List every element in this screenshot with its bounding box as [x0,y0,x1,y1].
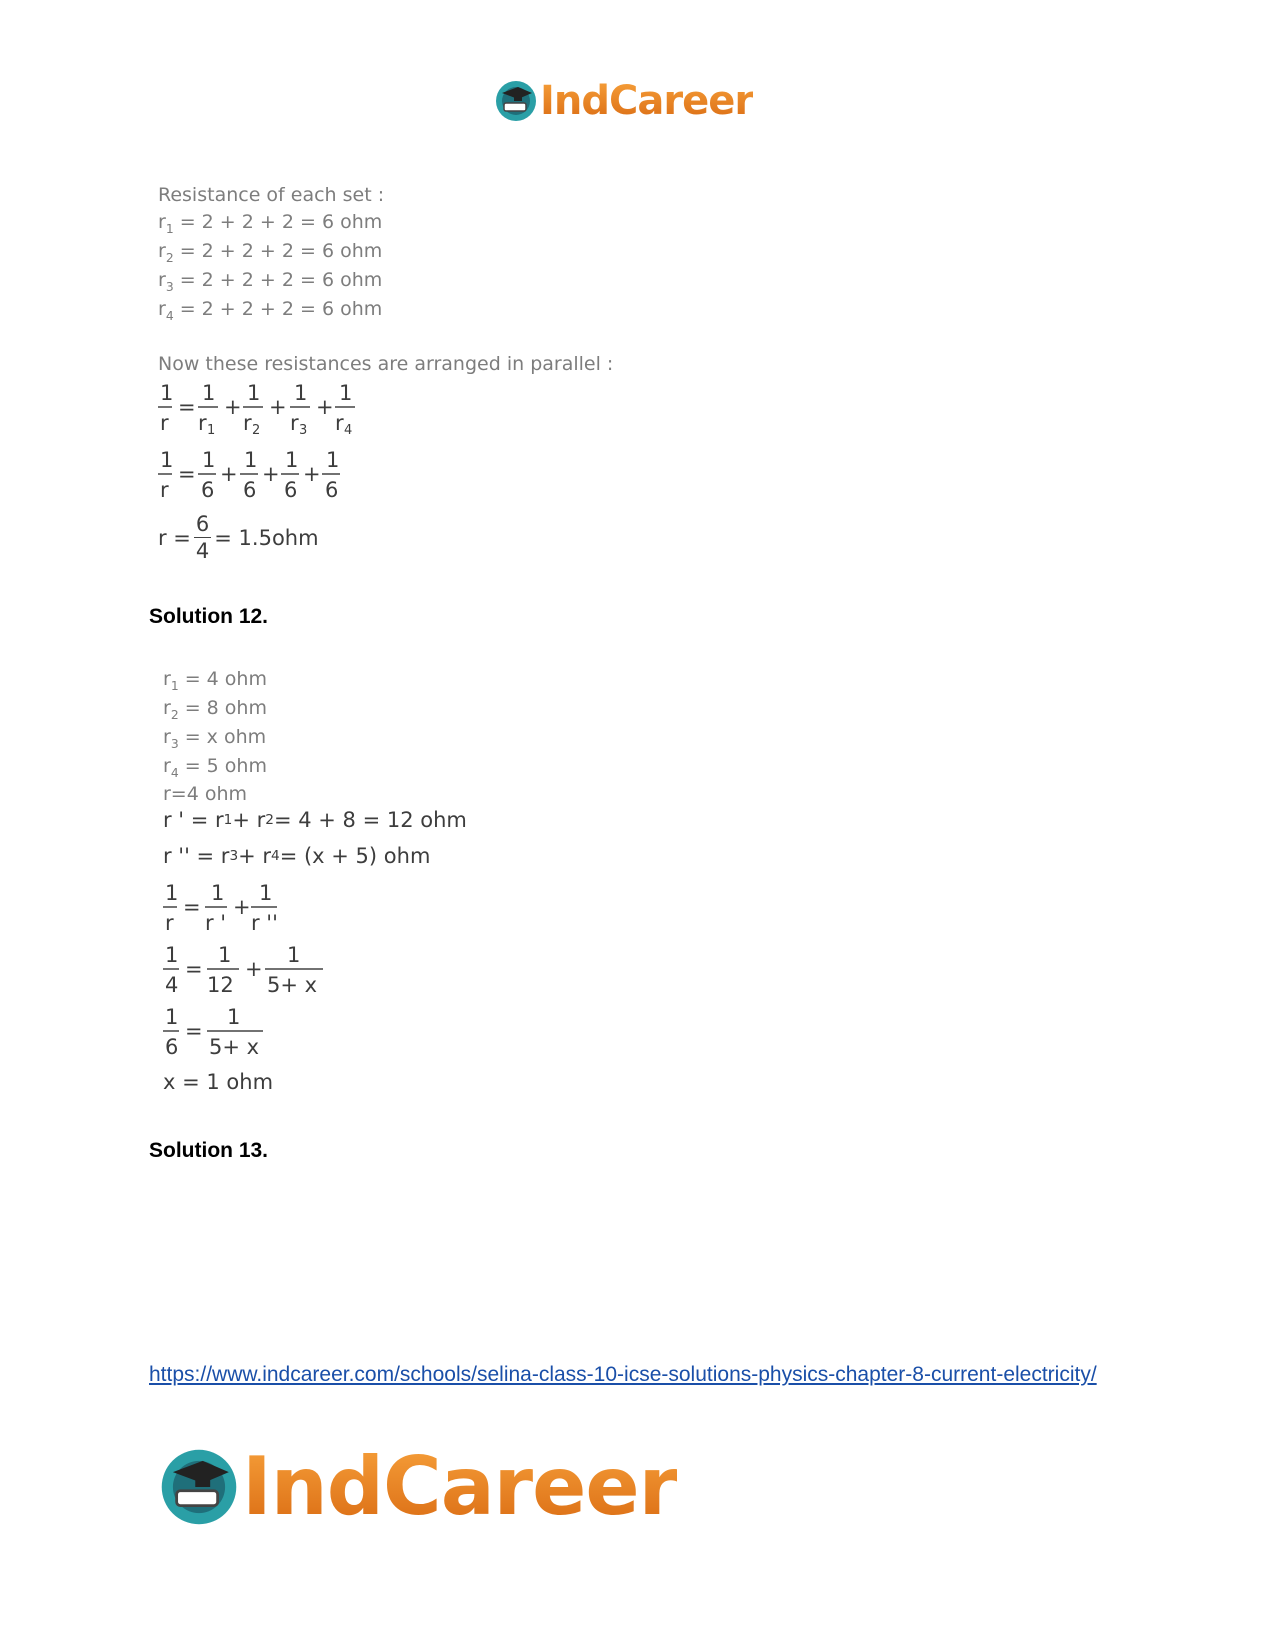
source-url-link[interactable]: https://www.indcareer.com/schools/selina-class-10-icse-solutions-physics-chapter-8-current-electricity/ [149,1363,1097,1386]
parallel-formula-equation [158,380,378,438]
svg-text:r: r [335,411,344,435]
svg-text:5+ x: 5+ x [209,1035,260,1059]
svg-text:1: 1 [244,448,258,472]
footer-logo [158,1440,677,1533]
svg-text:=: = [185,1019,203,1043]
set-line-2: $r_2 = 2 + 2 + 2 = 6$ ohm [158,240,383,265]
svg-text:1: 1 [207,423,216,438]
s12-line-4: $r_4 = 5$ ohm [163,755,267,780]
svg-text:r '': r '' [251,911,278,935]
svg-text:+: + [316,395,334,419]
s12-values-equation [163,942,333,1000]
svg-text:+: + [245,957,263,981]
header-logo [494,78,753,124]
parallel-values-equation [158,447,358,505]
svg-text:1: 1 [339,381,353,405]
svg-text:+: + [220,462,238,486]
svg-text:r: r [160,411,169,435]
resistance-result: r = $\frac{6}{4}$ = 1.5ohm [158,512,319,563]
svg-text:1: 1 [165,1005,179,1029]
resistance-intro: Resistance of each set : [158,184,385,206]
svg-text:5+ x: 5+ x [267,973,318,997]
svg-text:1: 1 [287,943,301,967]
svg-text:1: 1 [227,1005,241,1029]
svg-text:2: 2 [252,423,261,438]
s12-simplified-equation [163,1004,273,1062]
set-line-3: $r_3 = 2 + 2 + 2 = 6$ ohm [158,269,383,294]
svg-text:+: + [303,462,321,486]
s12-r-line: r=4 ohm [163,783,248,805]
svg-text:6: 6 [165,1035,179,1059]
svg-text:1: 1 [165,881,179,905]
svg-text:=: = [178,462,196,486]
s12-answer: x = 1 ohm [163,1070,274,1094]
svg-text:r: r [198,411,207,435]
set-line-1: $r_1 = 2 + 2 + 2 = 6$ ohm [158,211,383,236]
svg-text:r: r [165,911,174,935]
r-double-prime-line: r '' = r 3 + r 4 = (x + 5) ohm [163,844,431,868]
svg-text:=: = [178,395,196,419]
s12-line-2: $r_2 = 8$ ohm [163,697,267,722]
set-line-4: $r_4 = 2 + 2 + 2 = 6$ ohm [158,298,383,323]
svg-text:r ': r ' [205,911,227,935]
svg-text:r: r [160,478,169,502]
svg-text:=: = [183,895,201,919]
svg-text:1: 1 [165,943,179,967]
svg-text:=: = [185,957,203,981]
svg-text:1: 1 [259,881,273,905]
graduation-cap-book-icon [158,1446,240,1528]
svg-text:1: 1 [202,381,216,405]
svg-text:+: + [269,395,287,419]
parallel-text: Now these resistances are arranged in parallel : [158,353,614,375]
svg-text:6: 6 [284,478,298,502]
svg-text:1: 1 [247,381,261,405]
svg-text:+: + [224,395,242,419]
solution-12-heading: Solution 12. [149,605,269,628]
solution-13-heading: Solution 13. [149,1139,269,1162]
s12-line-1: $r_1 = 4$ ohm [163,668,267,693]
svg-text:r: r [243,411,252,435]
svg-text:6: 6 [325,478,339,502]
r-prime-line: r ' = r 1 + r 2 = 4 + 8 = 12 ohm [163,808,467,832]
svg-text:r: r [290,411,299,435]
header-logo-text: IndCareer [540,78,754,124]
svg-text:6: 6 [243,478,257,502]
svg-text:1: 1 [211,881,225,905]
footer-logo-text: IndCareer [242,1440,678,1533]
svg-text:6: 6 [201,478,215,502]
svg-text:1: 1 [326,448,340,472]
svg-text:1: 1 [285,448,299,472]
svg-text:1: 1 [294,381,308,405]
s12-parallel-equation [163,880,293,938]
svg-text:+: + [262,462,280,486]
s12-line-3: $r_3 = x$ ohm [163,726,267,751]
svg-text:1: 1 [160,381,174,405]
svg-text:12: 12 [207,973,234,997]
svg-text:4: 4 [344,423,353,438]
svg-text:+: + [233,895,251,919]
svg-text:1: 1 [218,943,232,967]
svg-text:1: 1 [160,448,174,472]
svg-text:3: 3 [299,423,308,438]
svg-text:1: 1 [202,448,216,472]
graduation-cap-book-icon [494,79,538,123]
svg-text:4: 4 [165,973,179,997]
